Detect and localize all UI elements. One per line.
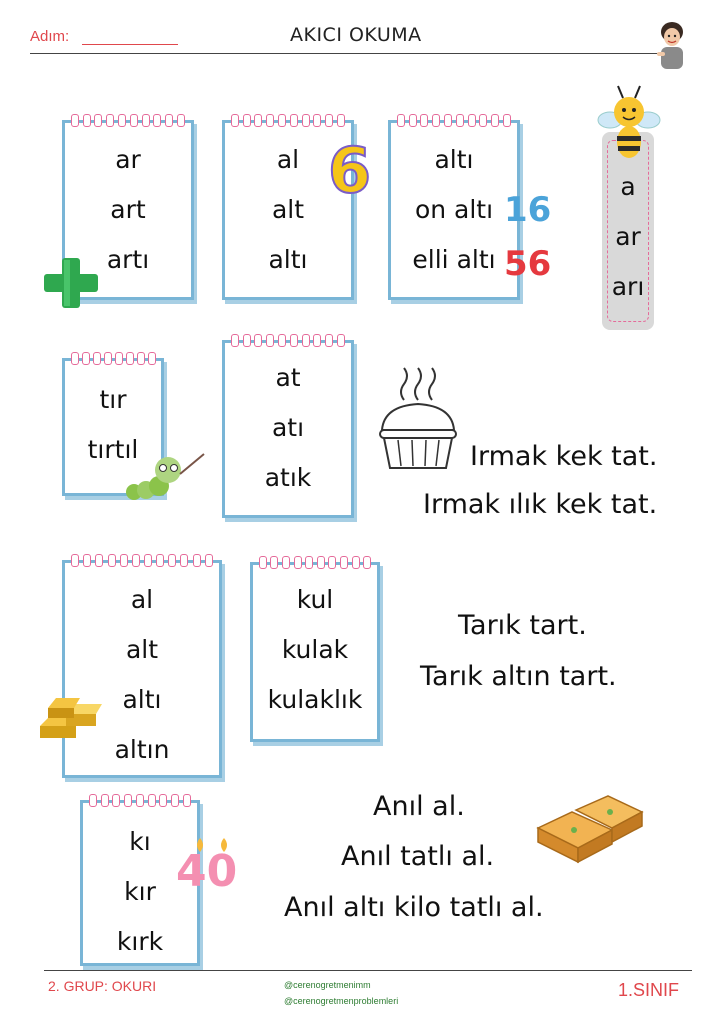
sentence: Anıl altı kilo tatlı al. [284,892,544,923]
word-card-6 [62,560,222,778]
word: elli altı [412,245,496,274]
word: on altı [414,195,494,224]
sentence: Anıl al. [373,791,465,822]
word: kulak [281,635,349,664]
word-card-3 [388,120,520,300]
spiral-binding [253,556,377,570]
teacher-avatar [654,20,690,72]
sentence: Anıl tatlı al. [341,841,495,872]
word: kırk [116,927,164,956]
number-sixteen: 16 [504,190,552,230]
number-fiftysix: 56 [504,244,552,284]
cake-icon [374,360,462,472]
word-card-7 [250,562,380,742]
gold-bars-icon [36,686,106,740]
spiral-binding [225,114,351,128]
word: alt [271,195,305,224]
word: al [130,585,154,614]
spiral-binding [225,334,351,348]
sentence: Irmak ılık kek tat. [423,489,658,520]
sentence: Tarık tart. [458,610,587,641]
grade-label: 1.SINIF [618,980,680,1000]
word: ar [115,145,141,174]
word: altı [122,685,162,714]
spiral-binding [83,794,197,808]
word: kul [296,585,334,614]
word: arı [611,272,645,301]
header-divider [30,53,670,54]
word: tırtıl [87,435,139,464]
baklava-icon [532,790,648,868]
page-title: AKICI OKUMA [290,24,422,46]
word: altı [268,245,308,274]
number-forty: 40 [176,846,238,897]
word: atı [271,413,305,442]
plus-icon [40,256,102,310]
word: kulaklık [267,685,363,714]
spiral-binding [65,114,191,128]
caterpillar-icon [124,448,208,506]
social-handle: @cerenogretmenimm [284,980,371,990]
word: artı [106,245,150,274]
word: at [275,363,301,392]
word: altı [434,145,474,174]
sentence: Irmak kek tat. [470,441,658,472]
group-label: 2. GRUP: OKURI [48,978,157,994]
name-line [82,44,178,45]
spiral-binding [65,554,219,568]
word: kır [124,877,156,906]
word: kı [129,827,151,856]
social-handle: @cerenogretmenproblemleri [284,996,399,1006]
word: a [620,172,636,201]
word-card-5 [222,340,354,518]
word: al [276,145,300,174]
spiral-binding [391,114,517,128]
bee-icon [594,84,664,164]
spiral-binding [65,352,161,366]
word: altın [114,735,170,764]
sentence: Tarık altın tart. [420,661,617,692]
word: art [110,195,146,224]
word: ar [615,222,641,251]
word: atık [264,463,312,492]
number-six: 6 [328,134,372,207]
word: tır [99,385,127,414]
name-label: Adım: [30,28,70,45]
footer-divider [44,970,692,971]
word: alt [125,635,159,664]
